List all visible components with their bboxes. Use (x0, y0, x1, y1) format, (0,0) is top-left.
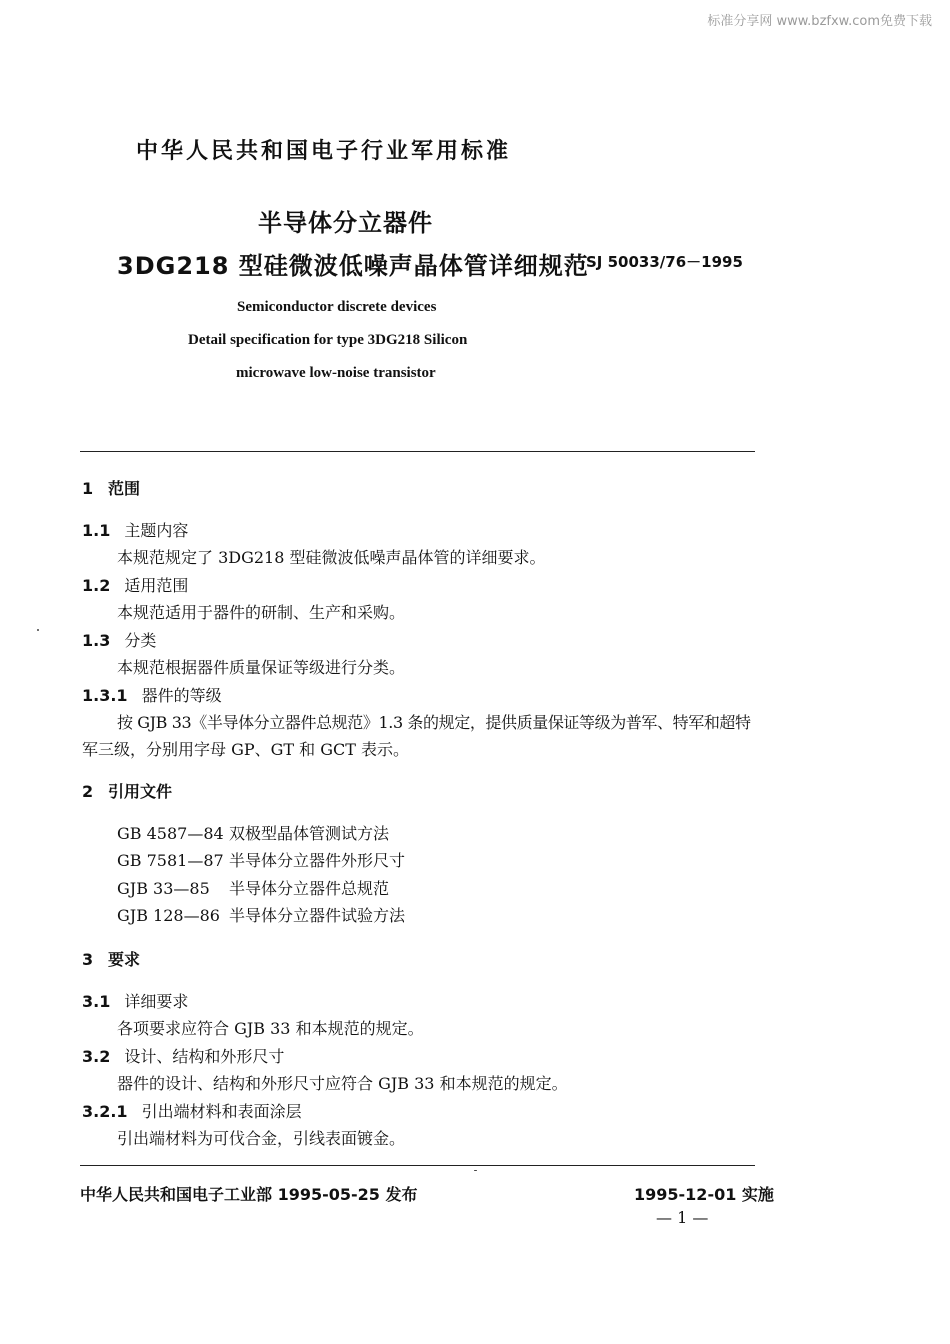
reference-row (117, 848, 405, 871)
section-title: 详细要求 (124, 992, 189, 1011)
section-title: 器件的等级 (141, 686, 222, 705)
section-title: 要求 (108, 950, 141, 969)
section-1-2-heading (82, 573, 188, 596)
reference-title: 半导体分立器件试验方法 (229, 906, 406, 925)
section-1-1-heading (82, 518, 188, 541)
section-number: 1.3.1 (82, 686, 128, 705)
section-number: 1.3 (82, 631, 111, 650)
section-1-2-text: 本规范适用于器件的研制、生产和采购。 (117, 603, 406, 622)
section-3-1-text: 各项要求应符合 GJB 33 和本规范的规定。 (117, 1019, 424, 1038)
section-3-1-heading (82, 989, 188, 1012)
section-1-3-heading (82, 628, 156, 651)
section-3-2-1-heading (82, 1099, 302, 1122)
reference-title: 双极型晶体管测试方法 (229, 824, 390, 843)
section-number: 2 (82, 782, 94, 801)
reference-code: GB 7581—87 (117, 851, 224, 870)
reference-code: GB 4587—84 (117, 824, 224, 843)
title-cn-line1: 半导体分立器件 (258, 209, 433, 237)
section-title: 范围 (108, 479, 141, 498)
section-number: 3.1 (82, 992, 111, 1011)
section-3-2-1-text: 引出端材料为可伐合金，引线表面镀金。 (117, 1129, 406, 1148)
reference-code: GJB 33—85 (117, 879, 210, 898)
header-divider (80, 451, 755, 452)
reference-row (117, 821, 389, 844)
effective-date: 1995-12-01 实施 (634, 1185, 774, 1204)
section-number: 1 (82, 479, 94, 498)
section-number: 3 (82, 950, 94, 969)
section-1-1-text: 本规范规定了 3DG218 型硅微波低噪声晶体管的详细要求。 (117, 548, 546, 567)
section-1-heading (82, 476, 140, 499)
section-number: 3.2 (82, 1047, 111, 1066)
section-1-3-1-heading (82, 683, 222, 706)
reference-title: 半导体分立器件外形尺寸 (229, 851, 406, 870)
title-en-line3: microwave low-noise transistor (236, 365, 436, 381)
section-number: 3.2.1 (82, 1102, 128, 1121)
section-title: 引出端材料和表面涂层 (141, 1102, 302, 1121)
scan-speck (474, 1170, 477, 1171)
footer-divider (80, 1165, 755, 1166)
title-cn-line2: 3DG218 型硅微波低噪声晶体管详细规范 (117, 252, 589, 280)
section-3-2-text: 器件的设计、结构和外形尺寸应符合 GJB 33 和本规范的规定。 (117, 1074, 568, 1093)
section-title: 引用文件 (108, 782, 173, 801)
reference-row (117, 903, 405, 926)
section-3-2-heading (82, 1044, 284, 1067)
standard-code: SJ 50033/76－1995 (586, 253, 743, 271)
section-2-heading (82, 779, 172, 802)
section-title: 主题内容 (124, 521, 189, 540)
title-en-line1: Semiconductor discrete devices (237, 299, 437, 315)
section-1-3-text: 本规范根据器件质量保证等级进行分类。 (117, 658, 406, 677)
section-1-3-1-text-line2: 军三级，分别用字母 GP、GT 和 GCT 表示。 (82, 740, 410, 759)
watermark: 标准分享网 www.bzfxw.com免费下载 (707, 14, 932, 29)
reference-title: 半导体分立器件总规范 (229, 879, 390, 898)
page-number: — 1 — (656, 1208, 709, 1227)
title-en-line2: Detail specification for type 3DG218 Silicon (188, 332, 468, 348)
scan-speck (37, 629, 39, 631)
section-title: 设计、结构和外形尺寸 (124, 1047, 285, 1066)
section-1-3-1-text-line1: 按 GJB 33《半导体分立器件总规范》1.3 条的规定，提供质量保证等级为普军、特军和超特 (117, 713, 751, 732)
section-title: 分类 (124, 631, 157, 650)
section-3-heading (82, 947, 140, 970)
section-number: 1.2 (82, 576, 111, 595)
issue-date: 中华人民共和国电子工业部 1995-05-25 发布 (80, 1185, 418, 1204)
standard-category: 中华人民共和国电子行业军用标准 (136, 139, 512, 164)
section-title: 适用范围 (124, 576, 189, 595)
section-number: 1.1 (82, 521, 111, 540)
reference-row (117, 876, 389, 899)
reference-code: GJB 128—86 (117, 906, 220, 925)
